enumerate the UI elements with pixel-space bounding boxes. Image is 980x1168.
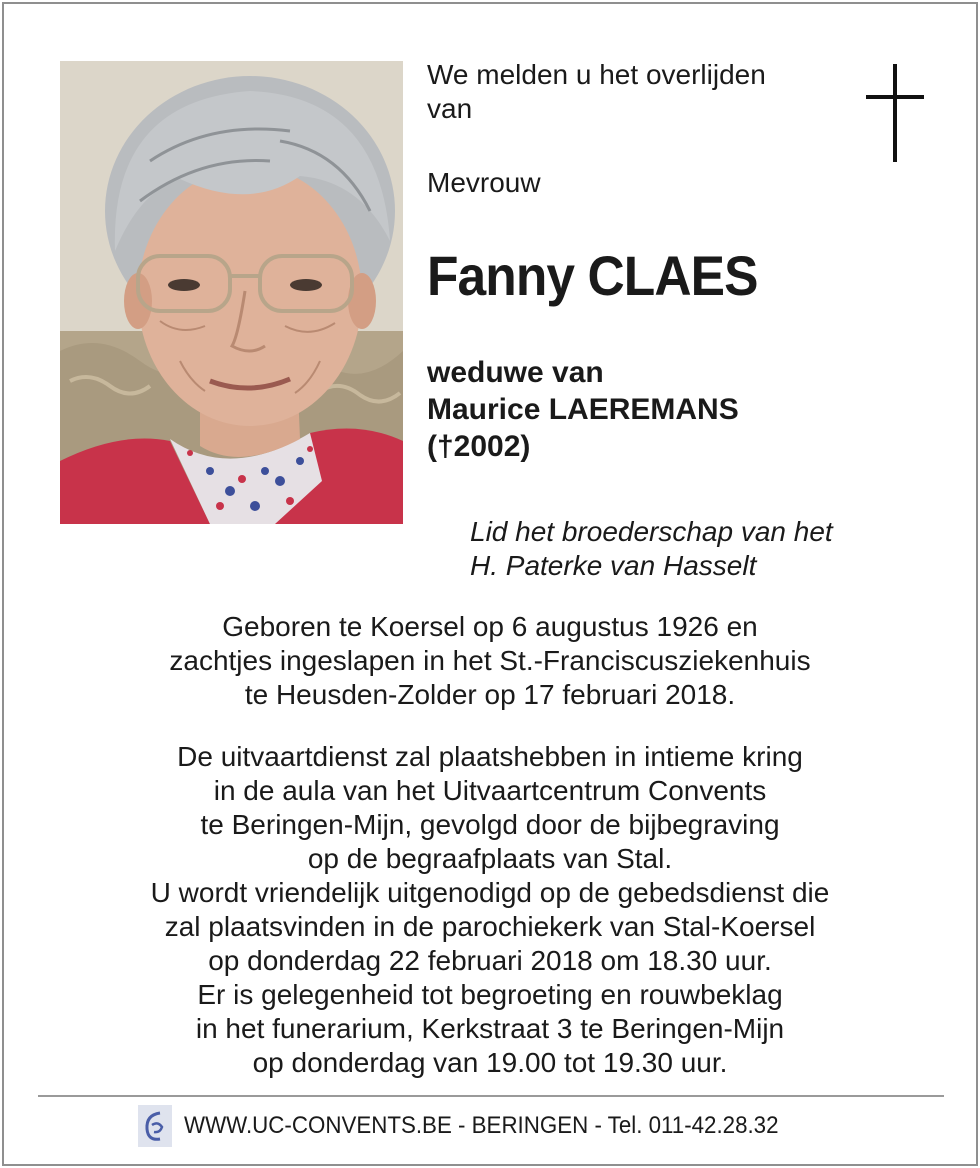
paragraph-line: zal plaatsvinden in de parochiekerk van Stal-Koersel <box>164 911 816 942</box>
brotherhood-note <box>470 515 833 583</box>
brotherhood-line: Lid het broederschap van het <box>470 516 833 547</box>
paragraph-line: U wordt vriendelijk uitgenodigd op de gebedsdienst die <box>150 877 830 908</box>
paragraph-line: in de aula van het Uitvaartcentrum Convents <box>213 775 767 806</box>
intro-line: van <box>427 93 473 124</box>
intro-text <box>427 58 847 126</box>
paragraph-line: Er is gelegenheid tot begroeting en rouwbeklag <box>197 979 783 1010</box>
paragraph-line: zachtjes ingeslapen in het St.-Franciscusziekenhuis <box>169 645 811 676</box>
footer <box>138 1104 823 1148</box>
spouse-line: weduwe van <box>427 356 604 389</box>
paragraph-line: te Beringen-Mijn, gevolgd door de bijbegraving <box>200 809 780 840</box>
paragraph-line: te Heusden-Zolder op 17 februari 2018. <box>244 679 736 710</box>
birth-death-paragraph <box>64 610 916 712</box>
obituary-card <box>2 2 978 1166</box>
deceased-name: Fanny CLAES <box>427 244 758 307</box>
portrait-photo <box>60 61 403 524</box>
paragraph-line: Geboren te Koersel op 6 augustus 1926 en <box>222 611 758 642</box>
footer-divider <box>38 1095 944 1097</box>
funeral-home-logo-icon <box>138 1105 172 1147</box>
spouse-name: Maurice LAEREMANS <box>427 393 739 426</box>
service-paragraph <box>64 740 916 1080</box>
paragraph-line: op de begraafplaats van Stal. <box>307 843 673 874</box>
spouse-death-year: (†2002) <box>427 430 531 463</box>
intro-line: We melden u het overlijden <box>427 59 766 90</box>
paragraph-line: in het funerarium, Kerkstraat 3 te Beringen-Mijn <box>195 1013 785 1044</box>
paragraph-line: De uitvaartdienst zal plaatshebben in intieme kring <box>177 741 803 772</box>
paragraph-line: op donderdag 22 februari 2018 om 18.30 uur. <box>208 945 772 976</box>
honorific: Mevrouw <box>427 167 541 198</box>
cross-icon <box>866 64 924 162</box>
paragraph-line: op donderdag van 19.00 tot 19.30 uur. <box>252 1047 728 1078</box>
funeral-home-contact: WWW.UC-CONVENTS.BE - BERINGEN - Tel. 011-42.28.32 <box>184 1112 779 1139</box>
brotherhood-line: H. Paterke van Hasselt <box>470 550 757 581</box>
spouse-info <box>427 354 739 465</box>
